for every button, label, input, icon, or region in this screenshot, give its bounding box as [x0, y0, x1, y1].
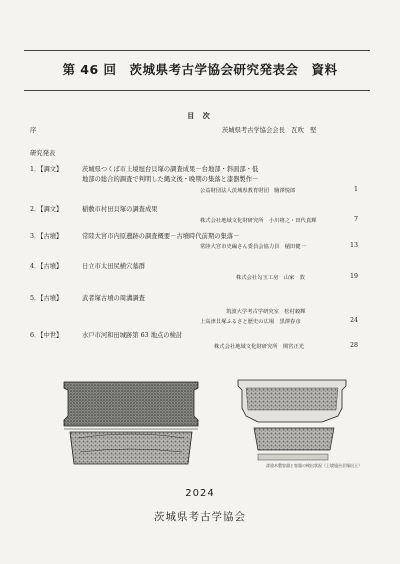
entry-6-title: 水戸市河和田城跡第 63 地点の検討 [82, 332, 183, 339]
entry-1-author: 公益財団法人茨城県教育財団 駒澤悦郎 [200, 188, 296, 194]
figure-caption: 漆塗木製容器と容器の検出状況（上境旭台貝塚出土） [266, 463, 362, 468]
entry-2-page: 7 [353, 216, 358, 223]
entry-5-author-2: 上高津貝塚ふるさと歴史の広場 黒澤春彦 [200, 319, 301, 325]
entry-3-lead: 3．【古墳】 [30, 233, 63, 240]
entry-4-title: 日立市太田尻横穴墓群 [82, 263, 145, 270]
entry-5-page: 24 [349, 317, 358, 324]
toc-heading: 目 次 [187, 112, 213, 120]
artifact-figure [58, 372, 358, 470]
entry-2-author: 株式会社地域文化財研究所 小川将之・田代真輝 [200, 218, 317, 224]
entry-4-lead: 4．【古墳】 [30, 263, 63, 270]
entry-6-lead: 6．【中世】 [30, 332, 63, 339]
entry-3-author: 常陸大宮市史編さん委員会協力員 稲田健一 [200, 244, 306, 250]
entry-1-lead: 1．【調文】 [30, 166, 63, 173]
entry-2-title: 稲敷市村田貝塚の調査成果 [82, 206, 158, 213]
entry-5-lead: 5．【古墳】 [30, 295, 63, 302]
entry-1-title-line-1: 茨城県つくば市上境旭台貝塚の調査成果－台地部・斜面部・低 [82, 166, 259, 173]
entry-5-author-1: 筑波大学考古学研究室 松村穀輝 [226, 309, 306, 315]
entry-1-title-line-2: 地部の総合的調査で判明した縄文後・晩期の集落と漆器製作－ [82, 176, 259, 183]
entry-5-title: 武者塚古墳の周溝調査 [82, 295, 145, 302]
entry-6-author: 株式会社地域文化財研究所 関宮正光 [214, 344, 305, 350]
entry-4-page: 19 [349, 273, 358, 280]
vessel-drawing-left [64, 382, 198, 464]
entry-2-lead: 2．【調文】 [30, 206, 63, 213]
entry-4-author: 株式会社勾玉工房 山家 敦 [236, 275, 305, 281]
publication-year: 2024 [185, 488, 215, 499]
entry-6-page: 28 [349, 342, 358, 349]
section-label: 研究発表 [30, 150, 56, 157]
preface-author: 茨城県考古学協会会長 瓦吹 堅 [222, 127, 317, 134]
entry-1-page: 1 [353, 186, 358, 193]
publisher-name: 茨城県考古学協会 [154, 511, 246, 523]
vessel-drawing-right [238, 380, 346, 460]
document-title: 第 46 回 茨城県考古学協会研究発表会 資料 [62, 62, 338, 77]
preface-label: 序 [30, 127, 37, 134]
entry-3-page: 13 [349, 242, 358, 249]
title-rule [24, 90, 370, 91]
entry-3-title: 常陸大宮市内原遺跡の調査概要－古墳時代前期の集落－ [82, 233, 240, 240]
top-rule [24, 50, 370, 51]
